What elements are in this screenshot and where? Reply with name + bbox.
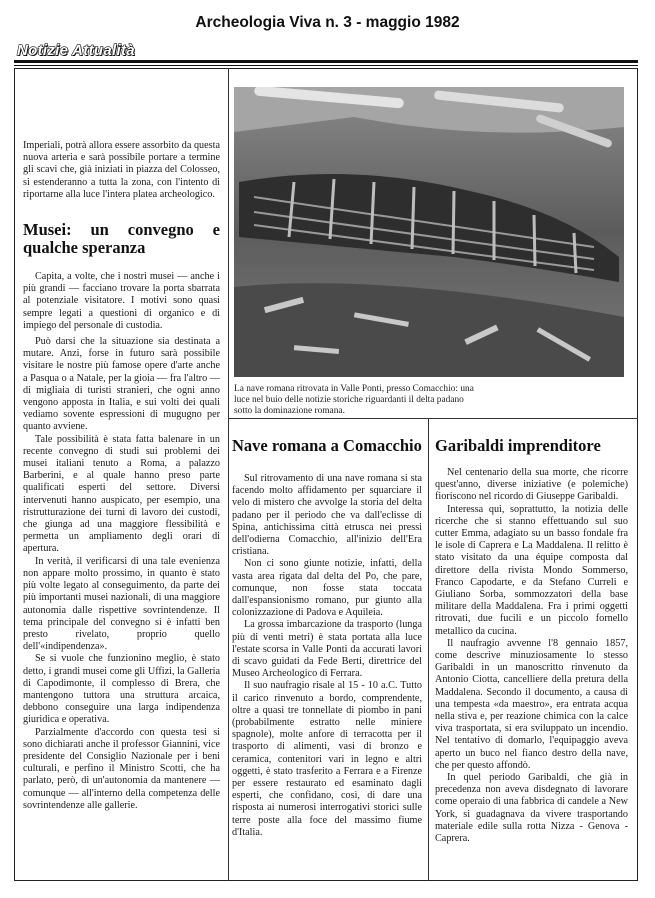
article-paragraph: Nel centenario della sua morte, che ricorre quest'anno, diverse iniziative (e polemiche) fioriscono nel ricordo di Giuseppe Garibaldi. [435, 467, 628, 503]
column-garibaldi [435, 437, 628, 845]
heading-garibaldi: Garibaldi imprenditore [435, 436, 601, 455]
intro-paragraph: Imperiali, potrà allora essere assorbito da questa nuova arteria e sarà possibile portare a termine gli scavi che, già iniziati in piazza del Colosseo, si estenderanno a tutta la zona, con l'intento di riportarne alla luce l'intera platea archeologico. [23, 140, 220, 200]
column-divider-1 [228, 68, 229, 881]
article-paragraph: In quel periodo Garibaldi, che già in precedenza non aveva disdegnato di lavorare come operaio di una fabbrica di candele a New York, si guadagnava da vivere trasportando materiale edile sulla rotta Nizza - Genova - Caprera. [435, 772, 628, 845]
article-paragraph: In verità, il verificarsi di una tale evenienza non appare molto prossimo, in quanto è stato più volte legato al conseguimento, da parte dei più importanti musei nazionali, di una maggiore autonomia dalle rispettive sovrintendenze. Il tema principale del convegno si è infatti ben presto rivelato, proprio quello dell'«indipendenza». [23, 555, 220, 653]
photo-bottom-rule [228, 418, 638, 419]
heading-musei: Musei: un convegno e qualche speranza [23, 220, 220, 258]
article-paragraph: Interessa qui, soprattutto, la notizia delle ricerche che si stanno effettuando sul suo cutter Emma, adagiato su un basso fondale fra le isole di Caprera e La Maddalena. Il relitto è stato visitato da una équipe composta dal direttore della rivista Mondo Sommerso, Franco Capodarte, e da Stefano Curreli e Giuliano Sorba, sommozzatori della base militare della Maddalena. Fra i primi oggetti ritrovati, due fucili e un piccolo fornello metallico da cucina. [435, 503, 628, 637]
photo-caption: La nave romana ritrovata in Valle Ponti, presso Comacchio: una luce nel buio delle notizie storiche riguardanti il delta padano sotto la dominazione romana. [234, 384, 474, 416]
column-musei [23, 140, 220, 812]
roman-ship-illustration [234, 87, 624, 377]
article-paragraph: Il suo naufragio risale al 15 - 10 a.C. Tutto il carico rinvenuto a bordo, comprendente, oltre a quasi tre tonnellate di piombo in pani (probabilmente estratto nelle miniere spagnole), molte anfore di terracotta per il trasporto di alimenti, vasi di bronzo e ceramica, contenitori vari in legno e altri oggetti, è stato trasferito a Ferrara e a Firenze per essere restaurato ed esaminato dagli esperti, che confidano, così, di dare una risposta ai numerosi interrogativi storici sulle terre poste alla foce del massimo fiume d'Italia. [232, 680, 422, 838]
column-divider-2 [428, 418, 429, 881]
article-paragraph: Il naufragio avvenne l'8 gennaio 1857, come descrive minuziosamente lo stesso Garibaldi in un manoscritto rinvenuto da Antonio Ciotta, cancelliere della pretura della Maddalena. Secondo il documento, a causa di una tempesta «da maestro», era entrata acqua nella stiva e, per reazione chimica con la calce viva trasportata, si era sviluppato un incendio. Nel tentativo di domarlo, l'equipaggio aveva aperto un buco nel fianco destro della nave, che per questo affondò. [435, 637, 628, 771]
article-paragraph: Tale possibilità è stata fatta balenare in un recente convegno di studi sui problemi dei musei italiani tenuto a Roma, a palazzo Barberini, e al quale hanno preso parte qualificati esperti del settore. Diversi intervenuti hanno auspicato, per esempio, una ristrutturazione dei turni di lavoro dei custodi, che giunga ad una maggiore flessibilità e permetta un ampliamento degli orari di apertura. [23, 433, 220, 555]
article-paragraph: Se si vuole che funzionino meglio, è stato detto, i grandi musei come gli Uffizi, la Galleria di Capodimonte, il complesso di Brera, che mantengono tuttora una struttura arcaica, debbono conseguire una larga indipendenza giuridica e operativa. [23, 653, 220, 726]
section-label: Notizie Attualità [17, 42, 135, 59]
article-paragraph: Parzialmente d'accordo con questa tesi si sono dichiarati anche il professor Giannini, vice presidente del Consiglio Nazionale per i beni culturali, e perfino il Ministro Scotti, che ha parlato, però, di un'autonomia da mantenere — comunque — all'interno della competenza delle sovrintendenze alle gallerie. [23, 726, 220, 811]
top-rule [14, 60, 638, 63]
top-rule-thin [14, 65, 638, 66]
article-paragraph: Può darsi che la situazione sia destinata a mutare. Anzi, forse in futuro sarà possibile visitare le nostre più famose opere d'arte anche a Pasqua o a Natale, per la gioia — fra l'altro — di migliaia di turisti stranieri, che ogni anno vengono apposta in Italia, e sui volti dei quali vediamo sovente espressioni di mugugno per quanto avviene. [23, 336, 220, 433]
magazine-title: Archeologia Viva n. 3 - maggio 1982 [195, 14, 460, 31]
article-paragraph: La grossa imbarcazione da trasporto (lunga più di venti metri) è stata portata alla luce l'estate scorsa in Valle Ponti da accurati lavori di scavo guidati da Fede Berti, direttrice del Museo Archeologico di Ferrara. [232, 619, 422, 680]
article-paragraph: Non ci sono giunte notizie, infatti, della vasta area rigata dal delta del Po, che pare, comunque, non fosse stata toccata dall'espansionismo romano, pur giunto alla colonizzazione di Padova e Aquileia. [232, 558, 422, 619]
article-paragraph: Sul ritrovamento di una nave romana si sta facendo molto affidamento per squarciare il velo di mistero che avvolge la storia del delta padano per il periodo che va dall'eclisse di Spina, antichissima città etrusca nei pressi dell'odierna Comacchio, all'inizio dell'Era cristiana. [232, 473, 422, 558]
column-nave-romana [232, 437, 422, 839]
roman-ship-photo [234, 87, 624, 377]
article-paragraph: Capita, a volte, che i nostri musei — anche i più grandi — facciano trovare la porta sbarrata al potenziale visitatore. I motivi sono quasi sempre legati a questioni di organico e di impiego del personale di custodia. [23, 271, 220, 331]
heading-nave-romana: Nave romana a Comacchio [232, 436, 422, 455]
